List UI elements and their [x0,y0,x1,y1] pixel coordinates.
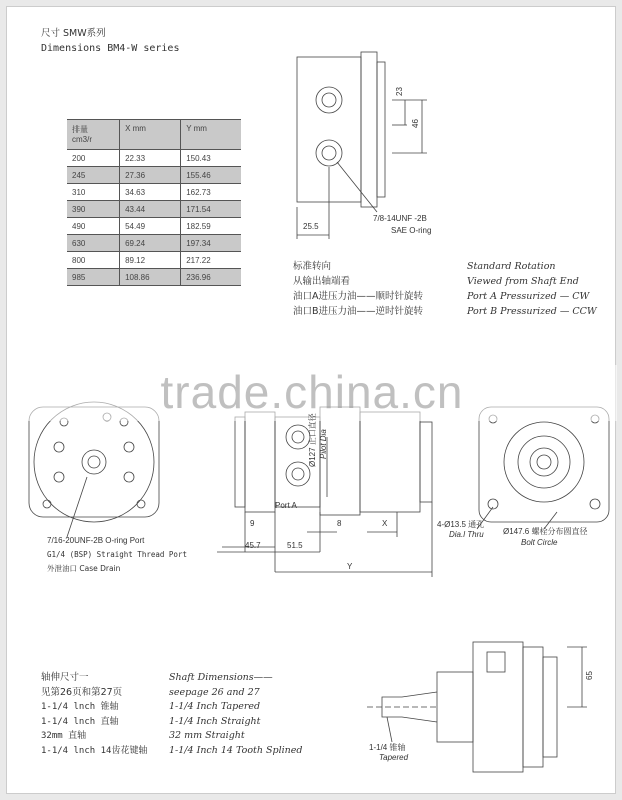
header-x: X mm [120,120,181,150]
table-cell: 43.44 [120,201,181,218]
drain-line: 7/16-20UNF-2B O-ring Port [47,536,145,545]
table-cell: 54.49 [120,218,181,235]
front-flange-view [29,402,159,537]
table-cell: 150.43 [181,150,241,167]
drain-line: 外泄油口 Case Drain [47,564,121,573]
pilot-dia-en: Pilot Dia [319,429,328,459]
dim-45-7: 45.7 [245,541,261,550]
bolt-circle-label: Ø147.6 螺栓分布圆直径 [503,527,588,536]
table-cell: 34.63 [120,184,181,201]
dim-65: 65 [584,671,594,680]
dim-x: X [382,519,388,528]
rotation-cn-line: 油口A进压力油——顺时针旋转 [293,291,423,302]
table-cell: 197.34 [181,235,241,252]
rotation-en-line: Standard Rotation [467,261,556,272]
dim-25-5: 25.5 [303,222,319,231]
shaft-cn-line: 1-1/4 lnch 直轴 [41,716,119,727]
holes-label-en: Dia.l Thru [449,530,484,539]
header-y: Y mm [181,120,241,150]
header-unit: cm3/r [72,135,92,144]
shaft-cn-line: 1-1/4 lnch 14齿花键轴 [41,745,148,756]
table-cell: 155.46 [181,167,241,184]
bolt-circle-label-en: Bolt Circle [521,538,558,547]
table-cell: 630 [72,238,86,248]
title-en: Dimensions BM4-W series [41,43,180,54]
header-displacement: 排量 [72,125,88,134]
dim-9: 9 [250,519,255,528]
watermark: trade.china.cn [7,365,617,421]
shaft-en-line: 32 mm Straight [169,730,245,741]
rotation-cn-line: 标准转向 [293,261,332,272]
shaft-en-line: 1-1/4 Inch Tapered [169,701,261,712]
table-cell: 108.86 [120,269,181,286]
table-cell: 390 [72,204,86,214]
shaft-en-line: 1-1/4 Inch Straight [169,715,261,727]
dim-23: 23 [394,87,404,96]
document-page [6,6,616,794]
table-cell: 217.22 [181,252,241,269]
table-cell: 69.24 [120,235,181,252]
table-cell: 89.12 [120,252,181,269]
shaft-cn-line: 1-1/4 lnch 锥轴 [41,702,119,712]
shaft-cn [41,671,147,758]
table-cell: 245 [72,170,86,180]
port-a-label: Port A [275,501,297,510]
table-cell: 182.59 [181,218,241,235]
shaft-cn-line: 32mm 直轴 [41,731,87,741]
table-cell: 310 [72,187,86,197]
table-cell: 162.73 [181,184,241,201]
table-cell: 985 [72,272,86,282]
rotation-en [467,259,597,319]
rotation-en-line: Port B Pressurized — CCW [467,306,597,317]
shaft-cn-line: 见第26页和第27页 [41,686,123,698]
table-cell: 800 [72,255,86,265]
shaft-en-line: seepage 26 and 27 [169,686,260,698]
top-port-view [297,52,427,239]
pilot-dia: Ø127 止口直径 [308,413,317,467]
rotation-cn-line: 油口B进压力油——逆时针旋转 [293,306,424,317]
rotation-cn-line: 从输出轴端看 [293,276,351,287]
table-cell: 22.33 [120,150,181,167]
table-cell: 490 [72,221,86,231]
shaft-en [169,671,302,758]
shaft-en-line: Shaft Dimensions—— [169,672,273,683]
dim-8: 8 [337,519,342,528]
dim-51-5: 51.5 [287,541,303,550]
rear-flange-view [477,407,609,529]
shaft-label-en: Tapered [379,753,409,762]
shaft-en-line: 1-1/4 Inch 14 Tooth Splined [169,744,303,756]
shaft-label: 1-1/4 锥轴 [369,743,406,752]
rotation-en-line: Port A Pressurized — CW [467,291,590,302]
drain-line: G1/4 (BSP) Straight Thread Port [47,550,187,559]
shaft-cn-line: 轴伸尺寸一 [41,672,89,683]
table-cell: 27.36 [120,167,181,184]
rotation-en-line: Viewed from Shaft End [467,276,579,287]
case-drain-notes [47,534,187,576]
table-cell: 171.54 [181,201,241,218]
rotation-cn [293,259,423,319]
port-spec: 7/8-14UNF -2B [373,214,427,223]
table-cell: 236.96 [181,269,241,286]
port-spec-2: SAE O-ring [391,226,432,235]
table-cell: 200 [72,153,86,163]
dim-46: 46 [410,119,420,128]
title-cn: 尺寸 SMW系列 [41,28,106,39]
holes-label: 4-Ø13.5 通孔 [437,520,485,529]
dim-y: Y [347,562,353,571]
